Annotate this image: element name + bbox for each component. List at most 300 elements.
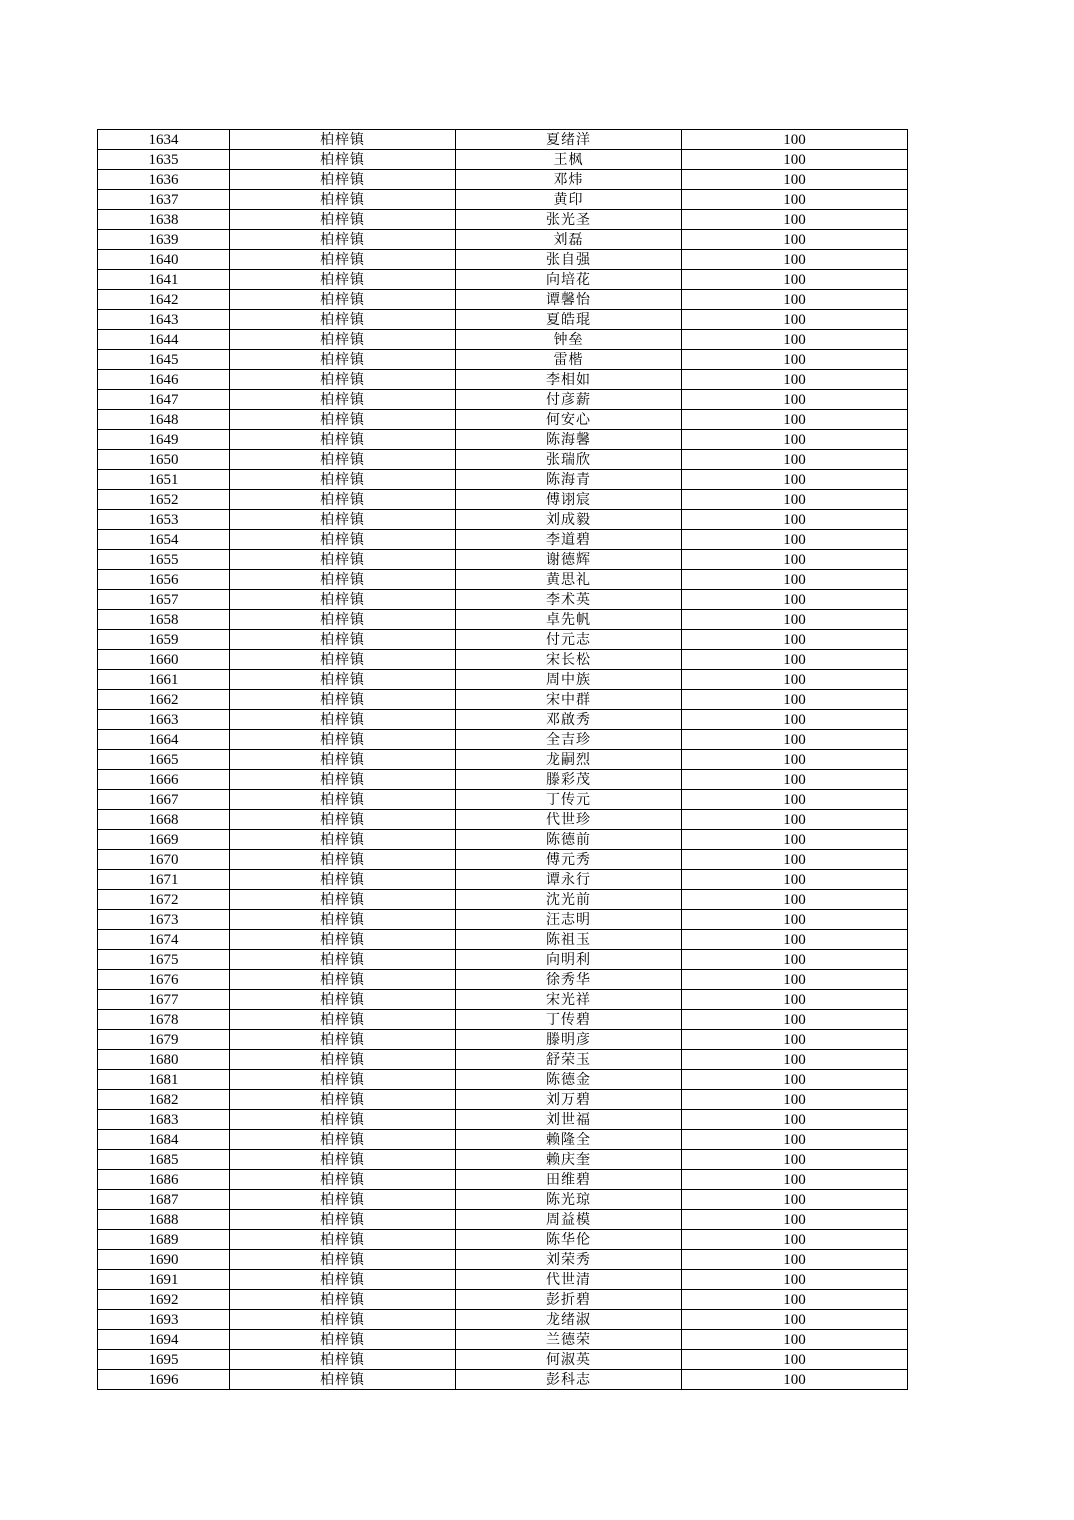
town-cell: 柏梓镇 — [230, 870, 456, 890]
serial-number-cell: 1668 — [98, 810, 230, 830]
serial-number-cell: 1649 — [98, 430, 230, 450]
name-cell: 李术英 — [456, 590, 682, 610]
town-cell: 柏梓镇 — [230, 290, 456, 310]
name-cell: 兰德荣 — [456, 1330, 682, 1350]
serial-number-cell: 1647 — [98, 390, 230, 410]
name-cell: 周益模 — [456, 1210, 682, 1230]
town-cell: 柏梓镇 — [230, 350, 456, 370]
amount-cell: 100 — [682, 1230, 908, 1250]
table-row — [98, 390, 908, 410]
town-cell: 柏梓镇 — [230, 450, 456, 470]
town-cell: 柏梓镇 — [230, 270, 456, 290]
table-row — [98, 950, 908, 970]
serial-number-cell: 1665 — [98, 750, 230, 770]
name-cell: 刘世福 — [456, 1110, 682, 1130]
name-cell: 龙嗣烈 — [456, 750, 682, 770]
town-cell: 柏梓镇 — [230, 1030, 456, 1050]
name-cell: 彭科志 — [456, 1370, 682, 1390]
amount-cell: 100 — [682, 1330, 908, 1350]
amount-cell: 100 — [682, 1110, 908, 1130]
table-row — [98, 870, 908, 890]
amount-cell: 100 — [682, 190, 908, 210]
serial-number-cell: 1688 — [98, 1210, 230, 1230]
table-row — [98, 490, 908, 510]
table-row — [98, 790, 908, 810]
serial-number-cell: 1641 — [98, 270, 230, 290]
table-row — [98, 850, 908, 870]
name-cell: 付彦薪 — [456, 390, 682, 410]
town-cell: 柏梓镇 — [230, 1010, 456, 1030]
serial-number-cell: 1692 — [98, 1290, 230, 1310]
name-cell: 汪志明 — [456, 910, 682, 930]
table-row — [98, 1230, 908, 1250]
amount-cell: 100 — [682, 290, 908, 310]
town-cell: 柏梓镇 — [230, 1250, 456, 1270]
serial-number-cell: 1644 — [98, 330, 230, 350]
amount-cell: 100 — [682, 830, 908, 850]
table-row — [98, 890, 908, 910]
amount-cell: 100 — [682, 330, 908, 350]
town-cell: 柏梓镇 — [230, 970, 456, 990]
town-cell: 柏梓镇 — [230, 1170, 456, 1190]
table-row — [98, 930, 908, 950]
amount-cell: 100 — [682, 1170, 908, 1190]
amount-cell: 100 — [682, 1010, 908, 1030]
name-cell: 谭永行 — [456, 870, 682, 890]
table-row — [98, 310, 908, 330]
serial-number-cell: 1659 — [98, 630, 230, 650]
amount-cell: 100 — [682, 1290, 908, 1310]
town-cell: 柏梓镇 — [230, 1090, 456, 1110]
amount-cell: 100 — [682, 550, 908, 570]
table-row — [98, 210, 908, 230]
serial-number-cell: 1675 — [98, 950, 230, 970]
town-cell: 柏梓镇 — [230, 1270, 456, 1290]
town-cell: 柏梓镇 — [230, 610, 456, 630]
name-cell: 钟垒 — [456, 330, 682, 350]
town-cell: 柏梓镇 — [230, 930, 456, 950]
name-cell: 陈德前 — [456, 830, 682, 850]
town-cell: 柏梓镇 — [230, 510, 456, 530]
table-row — [98, 1270, 908, 1290]
name-cell: 傅诩宸 — [456, 490, 682, 510]
town-cell: 柏梓镇 — [230, 990, 456, 1010]
town-cell: 柏梓镇 — [230, 1070, 456, 1090]
amount-cell: 100 — [682, 250, 908, 270]
town-cell: 柏梓镇 — [230, 250, 456, 270]
table-row — [98, 1330, 908, 1350]
name-cell: 滕明彦 — [456, 1030, 682, 1050]
serial-number-cell: 1635 — [98, 150, 230, 170]
table-row — [98, 1030, 908, 1050]
serial-number-cell: 1658 — [98, 610, 230, 630]
town-cell: 柏梓镇 — [230, 1330, 456, 1350]
name-cell: 王枫 — [456, 150, 682, 170]
amount-cell: 100 — [682, 890, 908, 910]
serial-number-cell: 1678 — [98, 1010, 230, 1030]
serial-number-cell: 1689 — [98, 1230, 230, 1250]
serial-number-cell: 1691 — [98, 1270, 230, 1290]
serial-number-cell: 1657 — [98, 590, 230, 610]
table-row — [98, 1050, 908, 1070]
table-row — [98, 170, 908, 190]
table-row — [98, 250, 908, 270]
name-cell: 黄印 — [456, 190, 682, 210]
amount-cell: 100 — [682, 510, 908, 530]
table-row — [98, 1170, 908, 1190]
name-cell: 何淑英 — [456, 1350, 682, 1370]
town-cell: 柏梓镇 — [230, 1290, 456, 1310]
name-cell: 陈海馨 — [456, 430, 682, 450]
name-cell: 卓先帆 — [456, 610, 682, 630]
name-cell: 刘荣秀 — [456, 1250, 682, 1270]
serial-number-cell: 1654 — [98, 530, 230, 550]
table-row — [98, 730, 908, 750]
amount-cell: 100 — [682, 490, 908, 510]
serial-number-cell: 1634 — [98, 130, 230, 150]
amount-cell: 100 — [682, 1030, 908, 1050]
serial-number-cell: 1696 — [98, 1370, 230, 1390]
table-row — [98, 750, 908, 770]
table-row — [98, 1210, 908, 1230]
table-row — [98, 590, 908, 610]
table-row — [98, 1250, 908, 1270]
serial-number-cell: 1682 — [98, 1090, 230, 1110]
table-row — [98, 350, 908, 370]
table-row — [98, 970, 908, 990]
amount-cell: 100 — [682, 650, 908, 670]
serial-number-cell: 1652 — [98, 490, 230, 510]
table-row — [98, 270, 908, 290]
town-cell: 柏梓镇 — [230, 1310, 456, 1330]
town-cell: 柏梓镇 — [230, 590, 456, 610]
town-cell: 柏梓镇 — [230, 190, 456, 210]
town-cell: 柏梓镇 — [230, 770, 456, 790]
amount-cell: 100 — [682, 350, 908, 370]
serial-number-cell: 1673 — [98, 910, 230, 930]
town-cell: 柏梓镇 — [230, 670, 456, 690]
serial-number-cell: 1646 — [98, 370, 230, 390]
town-cell: 柏梓镇 — [230, 1150, 456, 1170]
name-cell: 舒荣玉 — [456, 1050, 682, 1070]
serial-number-cell: 1655 — [98, 550, 230, 570]
name-cell: 陈德金 — [456, 1070, 682, 1090]
amount-cell: 100 — [682, 950, 908, 970]
amount-cell: 100 — [682, 750, 908, 770]
name-cell: 代世清 — [456, 1270, 682, 1290]
amount-cell: 100 — [682, 150, 908, 170]
serial-number-cell: 1643 — [98, 310, 230, 330]
name-cell: 滕彩茂 — [456, 770, 682, 790]
table-row — [98, 1290, 908, 1310]
name-cell: 龙绪淑 — [456, 1310, 682, 1330]
amount-cell: 100 — [682, 810, 908, 830]
serial-number-cell: 1636 — [98, 170, 230, 190]
town-cell: 柏梓镇 — [230, 890, 456, 910]
town-cell: 柏梓镇 — [230, 1370, 456, 1390]
serial-number-cell: 1656 — [98, 570, 230, 590]
table-row — [98, 1110, 908, 1130]
amount-cell: 100 — [682, 1090, 908, 1110]
town-cell: 柏梓镇 — [230, 710, 456, 730]
serial-number-cell: 1637 — [98, 190, 230, 210]
table-row — [98, 1370, 908, 1390]
town-cell: 柏梓镇 — [230, 570, 456, 590]
name-cell: 刘磊 — [456, 230, 682, 250]
amount-cell: 100 — [682, 1370, 908, 1390]
serial-number-cell: 1693 — [98, 1310, 230, 1330]
amount-cell: 100 — [682, 930, 908, 950]
name-cell: 向培花 — [456, 270, 682, 290]
serial-number-cell: 1638 — [98, 210, 230, 230]
amount-cell: 100 — [682, 270, 908, 290]
serial-number-cell: 1640 — [98, 250, 230, 270]
name-cell: 彭折碧 — [456, 1290, 682, 1310]
amount-cell: 100 — [682, 230, 908, 250]
amount-cell: 100 — [682, 790, 908, 810]
name-cell: 宋中群 — [456, 690, 682, 710]
town-cell: 柏梓镇 — [230, 490, 456, 510]
name-cell: 周中族 — [456, 670, 682, 690]
table-row — [98, 610, 908, 630]
name-cell: 赖隆全 — [456, 1130, 682, 1150]
amount-cell: 100 — [682, 1050, 908, 1070]
town-cell: 柏梓镇 — [230, 1210, 456, 1230]
serial-number-cell: 1663 — [98, 710, 230, 730]
amount-cell: 100 — [682, 1350, 908, 1370]
name-cell: 傅元秀 — [456, 850, 682, 870]
town-cell: 柏梓镇 — [230, 390, 456, 410]
table-row — [98, 770, 908, 790]
serial-number-cell: 1664 — [98, 730, 230, 750]
name-cell: 夏绪洋 — [456, 130, 682, 150]
name-cell: 邓炜 — [456, 170, 682, 190]
amount-cell: 100 — [682, 450, 908, 470]
town-cell: 柏梓镇 — [230, 810, 456, 830]
serial-number-cell: 1674 — [98, 930, 230, 950]
serial-number-cell: 1686 — [98, 1170, 230, 1190]
town-cell: 柏梓镇 — [230, 410, 456, 430]
amount-cell: 100 — [682, 1070, 908, 1090]
name-cell: 谭馨怡 — [456, 290, 682, 310]
table-row — [98, 230, 908, 250]
serial-number-cell: 1666 — [98, 770, 230, 790]
town-cell: 柏梓镇 — [230, 910, 456, 930]
amount-cell: 100 — [682, 990, 908, 1010]
data-table — [97, 129, 908, 1390]
table-body — [98, 130, 908, 1390]
name-cell: 代世珍 — [456, 810, 682, 830]
table-row — [98, 1090, 908, 1110]
town-cell: 柏梓镇 — [230, 430, 456, 450]
amount-cell: 100 — [682, 730, 908, 750]
table-row — [98, 990, 908, 1010]
serial-number-cell: 1648 — [98, 410, 230, 430]
amount-cell: 100 — [682, 850, 908, 870]
name-cell: 何安心 — [456, 410, 682, 430]
serial-number-cell: 1642 — [98, 290, 230, 310]
name-cell: 黄思礼 — [456, 570, 682, 590]
table-row — [98, 550, 908, 570]
amount-cell: 100 — [682, 590, 908, 610]
amount-cell: 100 — [682, 970, 908, 990]
table-row — [98, 150, 908, 170]
amount-cell: 100 — [682, 1150, 908, 1170]
serial-number-cell: 1679 — [98, 1030, 230, 1050]
amount-cell: 100 — [682, 470, 908, 490]
amount-cell: 100 — [682, 430, 908, 450]
name-cell: 李相如 — [456, 370, 682, 390]
table-row — [98, 530, 908, 550]
town-cell: 柏梓镇 — [230, 1130, 456, 1150]
serial-number-cell: 1680 — [98, 1050, 230, 1070]
table-row — [98, 290, 908, 310]
table-row — [98, 430, 908, 450]
town-cell: 柏梓镇 — [230, 230, 456, 250]
name-cell: 陈祖玉 — [456, 930, 682, 950]
table-row — [98, 690, 908, 710]
table-row — [98, 1130, 908, 1150]
amount-cell: 100 — [682, 1210, 908, 1230]
town-cell: 柏梓镇 — [230, 830, 456, 850]
serial-number-cell: 1669 — [98, 830, 230, 850]
serial-number-cell: 1684 — [98, 1130, 230, 1150]
town-cell: 柏梓镇 — [230, 1110, 456, 1130]
name-cell: 刘成毅 — [456, 510, 682, 530]
amount-cell: 100 — [682, 690, 908, 710]
amount-cell: 100 — [682, 530, 908, 550]
name-cell: 陈光琼 — [456, 1190, 682, 1210]
serial-number-cell: 1672 — [98, 890, 230, 910]
amount-cell: 100 — [682, 610, 908, 630]
table-row — [98, 650, 908, 670]
amount-cell: 100 — [682, 710, 908, 730]
name-cell: 宋光祥 — [456, 990, 682, 1010]
table-row — [98, 910, 908, 930]
serial-number-cell: 1661 — [98, 670, 230, 690]
table-row — [98, 1350, 908, 1370]
amount-cell: 100 — [682, 630, 908, 650]
amount-cell: 100 — [682, 1270, 908, 1290]
name-cell: 宋长松 — [456, 650, 682, 670]
name-cell: 张自强 — [456, 250, 682, 270]
name-cell: 付元志 — [456, 630, 682, 650]
table-row — [98, 710, 908, 730]
town-cell: 柏梓镇 — [230, 310, 456, 330]
table-row — [98, 370, 908, 390]
name-cell: 赖庆奎 — [456, 1150, 682, 1170]
table-row — [98, 190, 908, 210]
serial-number-cell: 1685 — [98, 1150, 230, 1170]
table-row — [98, 1150, 908, 1170]
table-row — [98, 330, 908, 350]
table-row — [98, 630, 908, 650]
town-cell: 柏梓镇 — [230, 530, 456, 550]
town-cell: 柏梓镇 — [230, 790, 456, 810]
town-cell: 柏梓镇 — [230, 550, 456, 570]
name-cell: 张光圣 — [456, 210, 682, 230]
name-cell: 全吉珍 — [456, 730, 682, 750]
serial-number-cell: 1650 — [98, 450, 230, 470]
serial-number-cell: 1670 — [98, 850, 230, 870]
town-cell: 柏梓镇 — [230, 330, 456, 350]
amount-cell: 100 — [682, 170, 908, 190]
name-cell: 刘万碧 — [456, 1090, 682, 1110]
table-row — [98, 410, 908, 430]
amount-cell: 100 — [682, 410, 908, 430]
serial-number-cell: 1667 — [98, 790, 230, 810]
town-cell: 柏梓镇 — [230, 850, 456, 870]
town-cell: 柏梓镇 — [230, 210, 456, 230]
serial-number-cell: 1677 — [98, 990, 230, 1010]
table-row — [98, 670, 908, 690]
serial-number-cell: 1694 — [98, 1330, 230, 1350]
town-cell: 柏梓镇 — [230, 690, 456, 710]
town-cell: 柏梓镇 — [230, 1350, 456, 1370]
name-cell: 陈海青 — [456, 470, 682, 490]
town-cell: 柏梓镇 — [230, 630, 456, 650]
amount-cell: 100 — [682, 870, 908, 890]
name-cell: 李道碧 — [456, 530, 682, 550]
table-row — [98, 1190, 908, 1210]
amount-cell: 100 — [682, 570, 908, 590]
town-cell: 柏梓镇 — [230, 1190, 456, 1210]
serial-number-cell: 1690 — [98, 1250, 230, 1270]
name-cell: 丁传碧 — [456, 1010, 682, 1030]
serial-number-cell: 1681 — [98, 1070, 230, 1090]
name-cell: 谢德辉 — [456, 550, 682, 570]
table-row — [98, 1310, 908, 1330]
amount-cell: 100 — [682, 770, 908, 790]
name-cell: 雷楷 — [456, 350, 682, 370]
town-cell: 柏梓镇 — [230, 130, 456, 150]
serial-number-cell: 1653 — [98, 510, 230, 530]
town-cell: 柏梓镇 — [230, 1050, 456, 1070]
amount-cell: 100 — [682, 210, 908, 230]
amount-cell: 100 — [682, 1130, 908, 1150]
name-cell: 张瑞欣 — [456, 450, 682, 470]
name-cell: 向明利 — [456, 950, 682, 970]
amount-cell: 100 — [682, 130, 908, 150]
serial-number-cell: 1639 — [98, 230, 230, 250]
town-cell: 柏梓镇 — [230, 370, 456, 390]
amount-cell: 100 — [682, 370, 908, 390]
serial-number-cell: 1651 — [98, 470, 230, 490]
name-cell: 沈光前 — [456, 890, 682, 910]
town-cell: 柏梓镇 — [230, 750, 456, 770]
name-cell: 丁传元 — [456, 790, 682, 810]
table-row — [98, 830, 908, 850]
name-cell: 田维碧 — [456, 1170, 682, 1190]
table-row — [98, 570, 908, 590]
serial-number-cell: 1645 — [98, 350, 230, 370]
table-row — [98, 450, 908, 470]
table-row — [98, 130, 908, 150]
table-row — [98, 510, 908, 530]
town-cell: 柏梓镇 — [230, 950, 456, 970]
table-row — [98, 810, 908, 830]
town-cell: 柏梓镇 — [230, 170, 456, 190]
table-row — [98, 1010, 908, 1030]
name-cell: 邓啟秀 — [456, 710, 682, 730]
town-cell: 柏梓镇 — [230, 470, 456, 490]
town-cell: 柏梓镇 — [230, 730, 456, 750]
amount-cell: 100 — [682, 1310, 908, 1330]
serial-number-cell: 1683 — [98, 1110, 230, 1130]
table-row — [98, 1070, 908, 1090]
serial-number-cell: 1676 — [98, 970, 230, 990]
amount-cell: 100 — [682, 670, 908, 690]
